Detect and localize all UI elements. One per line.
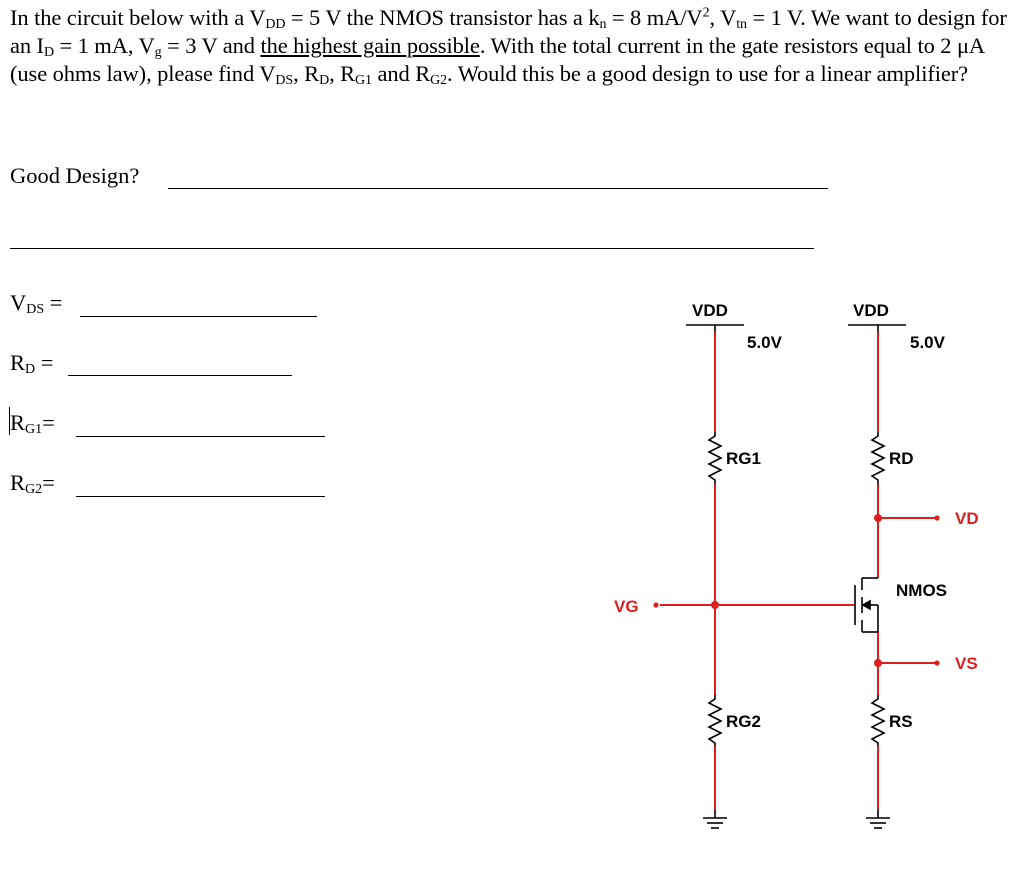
drain-junction-node <box>874 514 882 522</box>
ground-icon-right <box>866 810 890 828</box>
vg-label: VG <box>614 597 639 616</box>
good-design-label: Good Design? <box>10 163 140 188</box>
emphasis-text: the highest gain possible <box>260 33 480 58</box>
rd-label-text: RD <box>889 449 914 468</box>
vs-terminal <box>934 660 939 665</box>
rs-label-text: RS <box>889 712 913 731</box>
vg-terminal <box>653 602 658 607</box>
rg2-label-text: RG2 <box>726 712 761 731</box>
source-junction-node <box>874 659 882 667</box>
nmos-label: NMOS <box>896 581 947 600</box>
vdd-right-label: VDD <box>853 301 889 320</box>
rg2-resistor <box>709 695 721 746</box>
vs-label: VS <box>955 654 978 673</box>
rd-label: $R_D$ = <box>10 350 54 377</box>
vds-label: $V_{DS}$ = <box>10 290 63 317</box>
rd-resistor <box>872 432 884 484</box>
vd-label: VD <box>955 509 979 528</box>
vdd-left-label: VDD <box>692 301 728 320</box>
ground-icon-left <box>703 810 727 828</box>
rg2-label: $R_{G2}=$ <box>10 470 55 497</box>
gate-junction-node <box>711 601 719 609</box>
rg1-resistor <box>709 432 721 484</box>
vd-terminal <box>934 515 939 520</box>
rg1-label-text: RG1 <box>726 449 761 468</box>
vdd-left-value: 5.0V <box>747 333 782 352</box>
vdd-right-value: 5.0V <box>910 333 945 352</box>
rs-resistor <box>872 695 884 746</box>
rg1-label: $R_{G1}=$ <box>10 410 55 437</box>
nmos-transistor-icon <box>855 578 878 632</box>
problem-statement: In the circuit below with a $V_{DD} = 5$ V the NMOS transistor has a $k_n = 8$ $mA/V^2$, $V_{tn} = 1$ V. We want to design for an $I_D = 1$ mA, $V_g = 3$ V and the highest gain possible. With the total current in the gate resistors equal to 2 μA (use ohms law), please find $V_{DS}$, $R_D$, $R_{G1}$ and $R_{G2}$. Would this be a good design to use for a linear amplifier? <box>10 5 1007 88</box>
